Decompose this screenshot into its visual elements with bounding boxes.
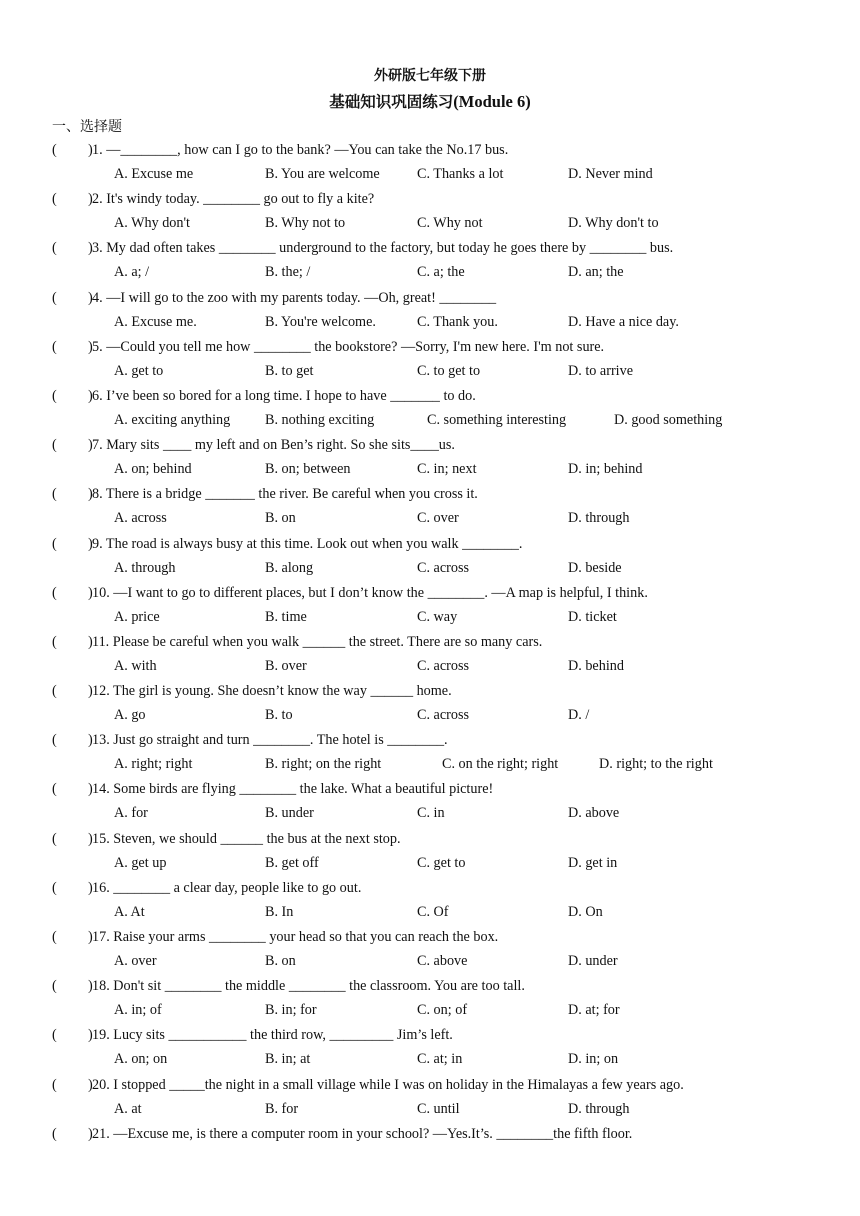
- question-item: [0, 680, 860, 729]
- option-b: B. In: [265, 903, 294, 920]
- answer-paren-close: ): [88, 535, 93, 552]
- question-item: [0, 139, 860, 188]
- question-item: [0, 975, 860, 1024]
- option-a: A. on; behind: [114, 461, 192, 478]
- option-c: C. in; next: [417, 461, 477, 478]
- option-d: D. an; the: [568, 264, 624, 281]
- answer-paren-open: (: [52, 387, 57, 404]
- option-a: A. over: [114, 953, 157, 969]
- option-d: D. good something: [614, 411, 723, 428]
- answer-paren-close: ): [88, 486, 93, 503]
- option-c: C. on the right; right: [442, 756, 559, 773]
- question-item: [0, 188, 860, 237]
- option-b: B. on: [265, 953, 296, 969]
- question-text: 18. Don't sit ________ the middle ________ the classroom. You are too tall.: [92, 978, 525, 995]
- option-b: B. get off: [265, 854, 319, 871]
- option-b: B. to: [265, 707, 293, 724]
- answer-paren-open: (: [52, 781, 57, 798]
- option-d: D. through: [568, 510, 630, 527]
- section-title: 一、选择题: [52, 119, 122, 135]
- option-c: C. in: [417, 805, 445, 822]
- option-row: [0, 655, 860, 677]
- option-b: B. nothing exciting: [265, 411, 375, 428]
- answer-paren-close: ): [88, 683, 93, 700]
- option-b: B. You are welcome: [265, 166, 380, 182]
- option-b: B. right; on the right: [265, 756, 382, 773]
- option-row: [0, 999, 860, 1021]
- option-d: D. behind: [568, 657, 624, 674]
- option-d: D. beside: [568, 559, 622, 576]
- option-d: D. On: [568, 903, 603, 920]
- option-c: C. a; the: [417, 264, 465, 281]
- answer-paren-close: ): [88, 584, 93, 601]
- question-item: [0, 1123, 860, 1172]
- option-row: [0, 360, 860, 382]
- question-item: [0, 336, 860, 385]
- answer-paren-open: (: [52, 1125, 57, 1142]
- question-text: 9. The road is always busy at this time. Look out when you walk ________.: [92, 535, 523, 552]
- option-c: C. at; in: [417, 1051, 463, 1068]
- question-text: 4. —I will go to the zoo with my parents today. —Oh, great! ________: [92, 289, 497, 306]
- answer-paren-open: (: [52, 978, 57, 995]
- option-a: A. exciting anything: [114, 411, 231, 428]
- option-row: [0, 311, 860, 333]
- option-c: C. way: [417, 608, 458, 625]
- answer-paren-open: (: [52, 191, 57, 208]
- question-item: [0, 287, 860, 336]
- option-b: B. for: [265, 1100, 299, 1117]
- question-text: 10. —I want to go to different places, but I don’t know the ________. —A map is helpful, I think.: [92, 584, 648, 601]
- option-a: A. across: [114, 510, 167, 527]
- subtitle-module: (Module 6): [453, 92, 531, 111]
- option-a: A. get up: [114, 854, 167, 871]
- question-item: [0, 926, 860, 975]
- answer-paren-open: (: [52, 1076, 57, 1093]
- answer-paren-close: ): [88, 437, 93, 454]
- option-d: D. Why don't to: [568, 215, 659, 232]
- option-a: A. Excuse me.: [114, 313, 197, 330]
- answer-paren-open: (: [52, 240, 57, 257]
- option-a: A. in; of: [114, 1002, 162, 1019]
- option-d: D. in; on: [568, 1051, 619, 1068]
- question-item: [0, 877, 860, 926]
- question-item: [0, 631, 860, 680]
- option-d: D. under: [568, 953, 618, 969]
- answer-paren-open: (: [52, 1027, 57, 1044]
- option-row: [0, 557, 860, 579]
- option-c: C. across: [417, 657, 470, 674]
- option-row: [0, 852, 860, 874]
- option-d: D. at; for: [568, 1002, 620, 1019]
- option-c: C. until: [417, 1100, 460, 1117]
- answer-paren-open: (: [52, 830, 57, 847]
- option-d: D. above: [568, 805, 620, 822]
- option-a: A. At: [114, 903, 145, 920]
- option-b: B. on: [265, 510, 296, 527]
- option-b: B. time: [265, 608, 307, 625]
- option-row: [0, 163, 860, 185]
- option-c: C. get to: [417, 854, 466, 871]
- option-d: D. /: [568, 707, 590, 724]
- answer-paren-open: (: [52, 633, 57, 650]
- answer-paren-close: ): [88, 289, 93, 306]
- question-text: 15. Steven, we should ______ the bus at the next stop.: [92, 830, 401, 847]
- question-list: [0, 139, 860, 1172]
- answer-paren-close: ): [88, 732, 93, 749]
- question-text: 19. Lucy sits ___________ the third row, _________ Jim’s left.: [92, 1027, 453, 1044]
- question-text: 14. Some birds are flying ________ the lake. What a beautiful picture!: [92, 781, 494, 798]
- option-b: B. over: [265, 657, 307, 674]
- question-text: 3. My dad often takes ________ underground to the factory, but today he goes there by ________ bus.: [92, 240, 674, 257]
- option-c: C. Thank you.: [417, 313, 498, 330]
- question-text: 17. Raise your arms ________ your head so that you can reach the box.: [92, 929, 499, 945]
- question-text: 13. Just go straight and turn ________. The hotel is ________.: [92, 732, 448, 749]
- question-item: [0, 237, 860, 286]
- option-d: D. to arrive: [568, 362, 634, 379]
- option-b: B. on; between: [265, 461, 351, 478]
- option-c: C. to get to: [417, 362, 481, 379]
- option-row: [0, 704, 860, 726]
- answer-paren-open: (: [52, 683, 57, 700]
- answer-paren-open: (: [52, 879, 57, 896]
- option-row: [0, 261, 860, 283]
- question-text: 11. Please be careful when you walk ______ the street. There are so many cars.: [92, 633, 543, 650]
- option-d: D. get in: [568, 854, 618, 871]
- option-a: A. with: [114, 657, 157, 674]
- option-b: B. You're welcome.: [265, 313, 376, 330]
- option-a: A. go: [114, 707, 146, 724]
- option-row: [0, 409, 860, 431]
- answer-paren-close: ): [88, 929, 93, 945]
- answer-paren-close: ): [88, 830, 93, 847]
- option-d: D. Have a nice day.: [568, 313, 679, 330]
- option-c: C. on; of: [417, 1002, 468, 1019]
- answer-paren-open: (: [52, 437, 57, 454]
- option-a: A. Excuse me: [114, 166, 194, 182]
- answer-paren-open: (: [52, 338, 57, 355]
- answer-paren-open: (: [52, 142, 57, 158]
- answer-paren-close: ): [88, 1027, 93, 1044]
- question-text: 20. I stopped _____the night in a small village while I was on holiday in the Himalayas a few years ago.: [92, 1076, 684, 1093]
- option-c: C. across: [417, 559, 470, 576]
- option-b: B. the; /: [265, 264, 311, 281]
- option-b: B. in; at: [265, 1051, 311, 1068]
- option-a: A. Why don't: [114, 215, 190, 232]
- question-item: [0, 729, 860, 778]
- option-d: D. right; to the right: [599, 756, 713, 773]
- answer-paren-close: ): [88, 978, 93, 995]
- option-d: D. in; behind: [568, 461, 643, 478]
- question-item: [0, 1024, 860, 1073]
- option-a: A. a; /: [114, 264, 150, 281]
- option-b: B. Why not to: [265, 215, 346, 232]
- option-row: [0, 606, 860, 628]
- question-item: [0, 434, 860, 483]
- question-item: [0, 828, 860, 877]
- question-text: 6. I’ve been so bored for a long time. I hope to have _______ to do.: [92, 387, 476, 404]
- option-row: [0, 212, 860, 234]
- option-row: [0, 950, 860, 972]
- answer-paren-close: ): [88, 338, 93, 355]
- option-a: A. on; on: [114, 1051, 168, 1068]
- option-row: [0, 901, 860, 923]
- subtitle-cn: 基础知识巩固练习: [329, 93, 454, 111]
- question-item: [0, 1074, 860, 1123]
- question-text: 12. The girl is young. She doesn’t know the way ______ home.: [92, 683, 452, 700]
- answer-paren-close: ): [88, 240, 93, 257]
- question-item: [0, 483, 860, 532]
- option-c: C. across: [417, 707, 470, 724]
- option-row: [0, 1048, 860, 1070]
- option-b: B. in; for: [265, 1002, 317, 1019]
- option-row: [0, 753, 860, 775]
- option-c: C. Of: [417, 903, 449, 920]
- document-title: 外研版七年级下册: [374, 68, 486, 84]
- option-a: A. price: [114, 608, 160, 625]
- question-text: 16. ________ a clear day, people like to go out.: [92, 879, 362, 896]
- question-item: [0, 533, 860, 582]
- question-item: [0, 778, 860, 827]
- option-d: D. through: [568, 1100, 630, 1117]
- answer-paren-close: ): [88, 633, 93, 650]
- option-a: A. get to: [114, 362, 164, 379]
- question-text: 5. —Could you tell me how ________ the bookstore? —Sorry, I'm new here. I'm not sure.: [92, 338, 605, 355]
- option-c: C. above: [417, 953, 468, 969]
- option-a: A. through: [114, 559, 176, 576]
- option-a: A. at: [114, 1100, 142, 1117]
- answer-paren-open: (: [52, 929, 57, 945]
- answer-paren-close: ): [88, 1076, 93, 1093]
- option-c: C. Why not: [417, 215, 483, 232]
- option-row: [0, 507, 860, 529]
- option-a: A. for: [114, 805, 148, 822]
- answer-paren-open: (: [52, 486, 57, 503]
- option-c: C. over: [417, 510, 459, 527]
- question-text: 1. —________, how can I go to the bank? —You can take the No.17 bus.: [92, 142, 509, 158]
- option-row: [0, 1098, 860, 1120]
- option-c: C. Thanks a lot: [417, 166, 504, 182]
- question-text: 8. There is a bridge _______ the river. Be careful when you cross it.: [92, 486, 478, 503]
- answer-paren-open: (: [52, 289, 57, 306]
- question-item: [0, 582, 860, 631]
- question-item: [0, 385, 860, 434]
- question-text: 7. Mary sits ____ my left and on Ben’s right. So she sits____us.: [92, 437, 455, 454]
- answer-paren-close: ): [88, 879, 93, 896]
- answer-paren-close: ): [88, 142, 93, 158]
- document-subtitle: [0, 90, 860, 112]
- answer-paren-open: (: [52, 535, 57, 552]
- question-text: 2. It's windy today. ________ go out to fly a kite?: [92, 191, 375, 208]
- option-b: B. along: [265, 559, 314, 576]
- option-row: [0, 458, 860, 480]
- option-d: D. ticket: [568, 608, 617, 625]
- option-c: C. something interesting: [427, 411, 567, 428]
- question-text: 21. —Excuse me, is there a computer room in your school? —Yes.It’s. ________the fifth floor.: [92, 1125, 633, 1142]
- option-row: [0, 802, 860, 824]
- answer-paren-close: ): [88, 781, 93, 798]
- answer-paren-close: ): [88, 1125, 93, 1142]
- answer-paren-open: (: [52, 732, 57, 749]
- option-a: A. right; right: [114, 756, 193, 773]
- option-b: B. to get: [265, 362, 314, 379]
- answer-paren-open: (: [52, 584, 57, 601]
- option-b: B. under: [265, 805, 314, 822]
- answer-paren-close: ): [88, 191, 93, 208]
- option-d: D. Never mind: [568, 166, 653, 182]
- answer-paren-close: ): [88, 387, 93, 404]
